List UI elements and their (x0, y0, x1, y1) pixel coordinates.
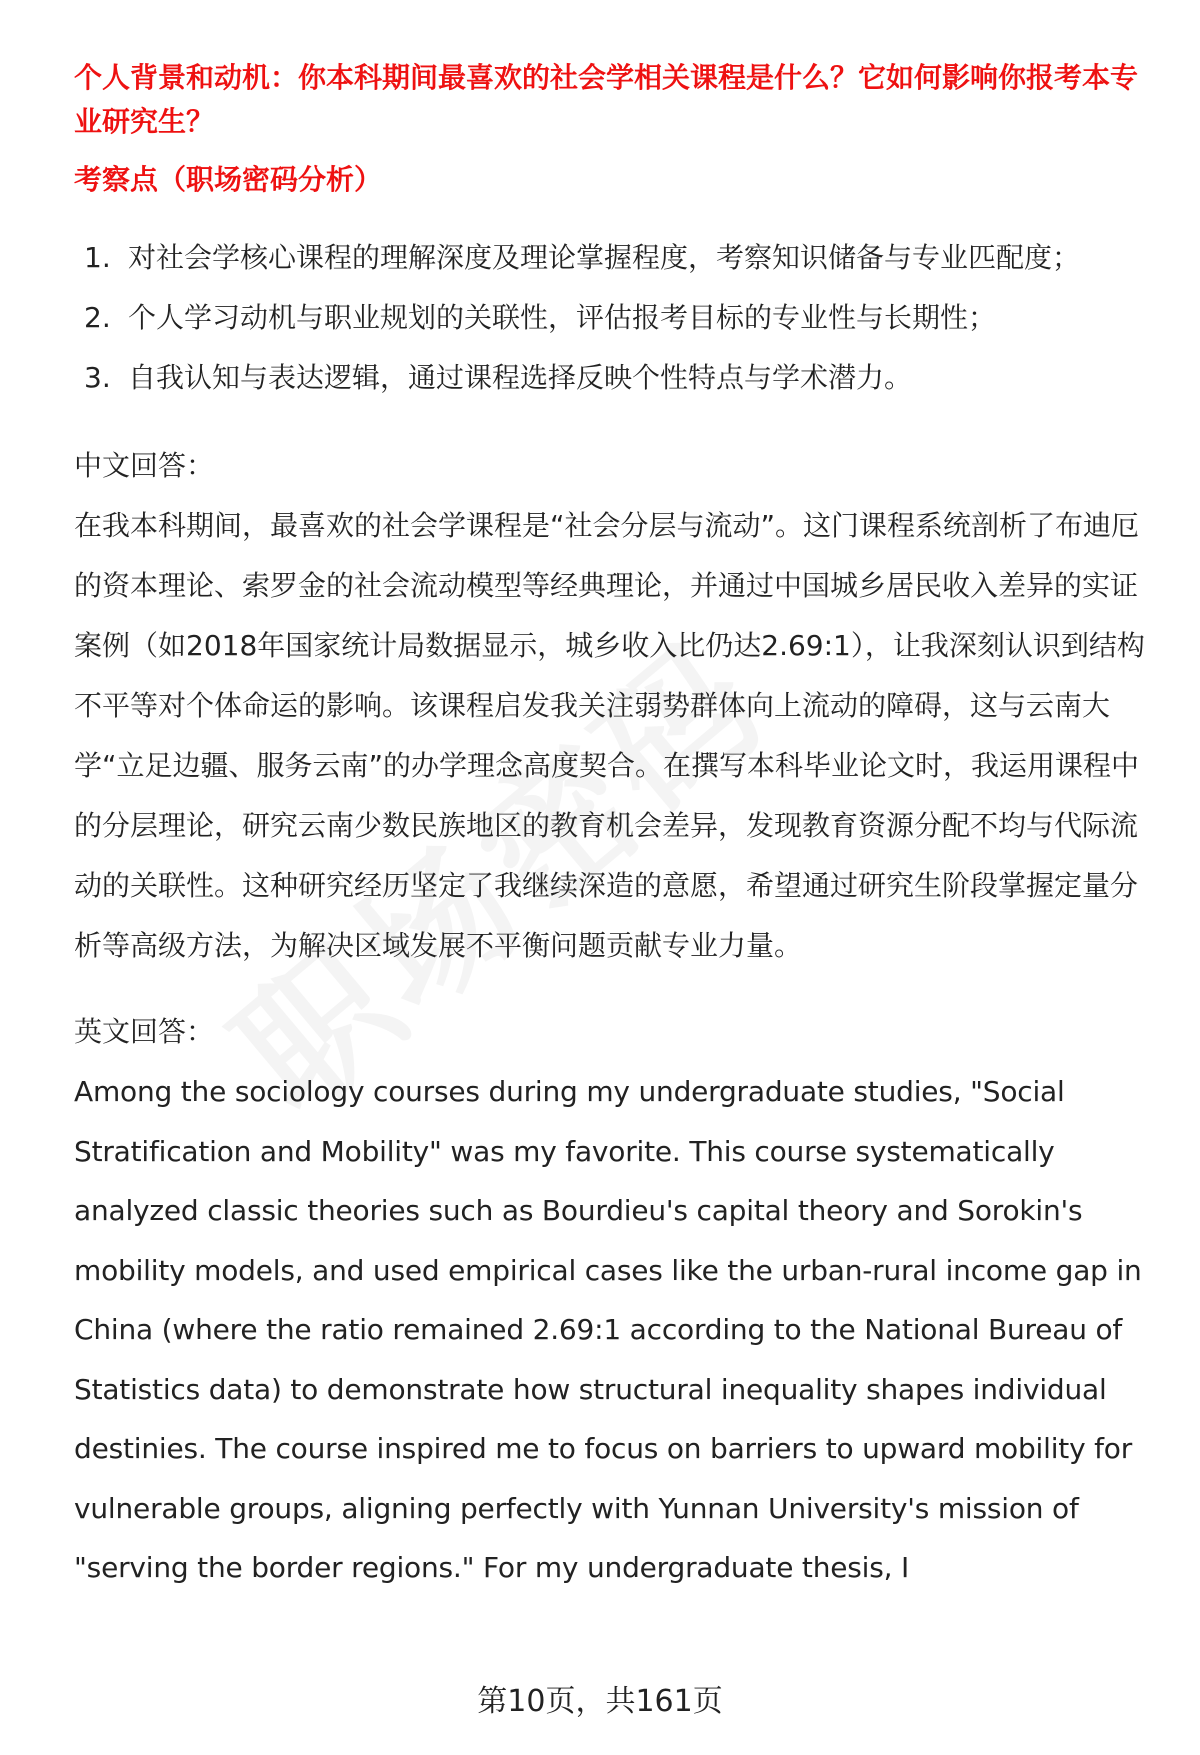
english-answer-label: 英文回答： (74, 1015, 215, 1048)
question-heading: 个人背景和动机：你本科期间最喜欢的社会学相关课程是什么？它如何影响你报考本专业研究生？ (74, 61, 1139, 138)
list-item-number: 3. (84, 361, 111, 394)
list-item (74, 348, 1154, 408)
page-number-footer: 第10页，共161页 (477, 1684, 723, 1719)
page-content (74, 56, 1154, 1598)
list-item-text: 自我认知与表达逻辑，通过课程选择反映个性特点与学术潜力。 (128, 361, 913, 394)
assessment-points-list (74, 228, 1154, 408)
list-item-number: 2. (84, 301, 111, 334)
english-answer-text: Among the sociology courses during my undergraduate studies, "Social Stratification and Mobility" was my favorite. This course systematically analyzed classic theories such as Bourdieu's capital theory and Sorokin's mobility models, and used empirical cases like the urban-rural income gap in China (where the ratio remained 2.69:1 according to the National Bureau of Statistics data) to demonstrate how structural inequality shapes individual destinies. The course inspired me to focus on barriers to upward mobility for vulnerable groups, aligning perfectly with Yunnan University's mission of "serving the border regions." For my undergraduate thesis, I (74, 1075, 1142, 1584)
section-heading: 考察点（职场密码分析） (74, 163, 383, 196)
chinese-answer-text: 在我本科期间，最喜欢的社会学课程是“社会分层与流动”。这门课程系统剖析了布迪厄的资本理论、索罗金的社会流动模型等经典理论，并通过中国城乡居民收入差异的实证案例（如2018年国家统计局数据显示，城乡收入比仍达2.69:1），让我深刻认识到结构不平等对个体命运的影响。该课程启发我关注弱势群体向上流动的障碍，这与云南大学“立足边疆、服务云南”的办学理念高度契合。在撰写本科毕业论文时，我运用课程中的分层理论，研究云南少数民族地区的教育机会差异，发现教育资源分配不均与代际流动的关联性。这种研究经历坚定了我继续深造的意愿，希望通过研究生阶段掌握定量分析等高级方法，为解决区域发展不平衡问题贡献专业力量。 (74, 509, 1145, 962)
list-item-number: 1. (84, 241, 111, 274)
list-item-text: 个人学习动机与职业规划的关联性，评估报考目标的专业性与长期性； (128, 301, 997, 334)
list-item-text: 对社会学核心课程的理解深度及理论掌握程度，考察知识储备与专业匹配度； (128, 241, 1081, 274)
chinese-answer-label: 中文回答： (74, 449, 215, 482)
list-item (74, 228, 1154, 288)
list-item (74, 288, 1154, 348)
